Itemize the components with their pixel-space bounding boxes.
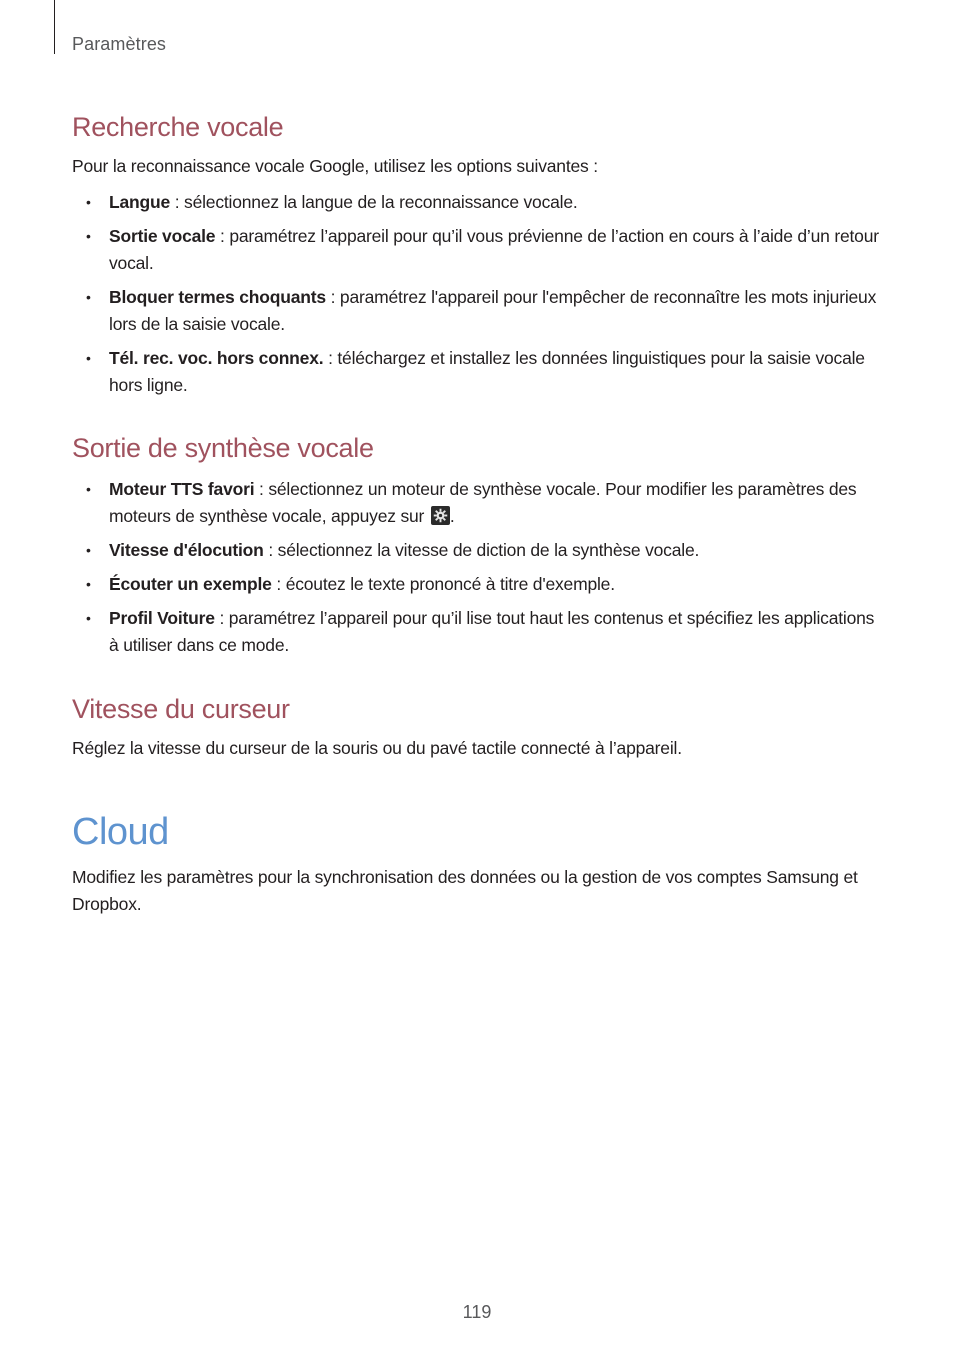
list-text-end: . [449, 506, 455, 526]
list-text: : sélectionnez la vitesse de diction de la synthèse vocale. [263, 540, 700, 560]
voice-search-intro: Pour la reconnaissance vocale Google, utilisez les options suivantes : [72, 156, 598, 176]
list-text: : téléchargez et installez les données linguistiques pour la saisie vocale hors ligne. [109, 348, 865, 395]
section-title-cursor: Vitesse du curseur [72, 694, 290, 724]
voice-search-list [72, 189, 887, 399]
list-item [72, 345, 887, 399]
list-text: : sélectionnez un moteur de synthèse vocale. Pour modifier les paramètres des moteurs de synthèse vocale, appuyez sur [109, 479, 857, 526]
page-content [72, 110, 887, 918]
bullet-icon: • [86, 194, 91, 210]
section-title-tts: Sortie de synthèse vocale [72, 433, 374, 463]
gear-icon [431, 506, 450, 525]
list-term: Moteur TTS favori [109, 479, 255, 499]
list-text: : paramétrez l’appareil pour qu’il vous prévienne de l’action en cours à l’aide d’un retour vocal. [109, 226, 879, 273]
list-text: : sélectionnez la langue de la reconnaissance vocale. [170, 192, 578, 212]
cursor-text: Réglez la vitesse du curseur de la souris ou du pavé tactile connecté à l’appareil. [72, 738, 682, 758]
list-term: Langue [109, 192, 171, 212]
list-term: Sortie vocale [109, 226, 216, 246]
bullet-icon: • [86, 481, 91, 497]
section-title-voice-search: Recherche vocale [72, 112, 284, 142]
header-rule [54, 0, 55, 54]
list-term: Vitesse d'élocution [109, 540, 264, 560]
tts-list [72, 476, 887, 659]
list-term: Bloquer termes choquants [109, 287, 326, 307]
list-item [72, 605, 887, 659]
bullet-icon: • [86, 576, 91, 592]
bullet-icon: • [86, 542, 91, 558]
list-term: Tél. rec. voc. hors connex. [109, 348, 324, 368]
bullet-icon: • [86, 350, 91, 366]
bullet-icon: • [86, 610, 91, 626]
bullet-icon: • [86, 228, 91, 244]
list-text: : paramétrez l'appareil pour l'empêcher de reconnaître les mots injurieux lors de la saisie vocale. [109, 287, 877, 334]
list-term: Profil Voiture [109, 608, 215, 628]
list-item [72, 571, 887, 598]
list-item [72, 189, 887, 216]
list-text: : paramétrez l’appareil pour qu’il lise tout haut les contenus et spécifiez les applications à utiliser dans ce mode. [109, 608, 875, 655]
list-term: Écouter un exemple [109, 574, 272, 594]
cloud-text: Modifiez les paramètres pour la synchronisation des données ou la gestion de vos comptes Samsung et Dropbox. [72, 867, 858, 914]
running-header: Paramètres [72, 34, 167, 54]
bullet-icon: • [86, 289, 91, 305]
page-number: 119 [462, 1302, 492, 1322]
list-text: : écoutez le texte prononcé à titre d'exemple. [271, 574, 615, 594]
page-title-cloud: Cloud [72, 811, 169, 853]
list-item [72, 537, 887, 564]
list-item [72, 476, 887, 530]
list-item [72, 284, 887, 338]
list-item [72, 223, 887, 277]
